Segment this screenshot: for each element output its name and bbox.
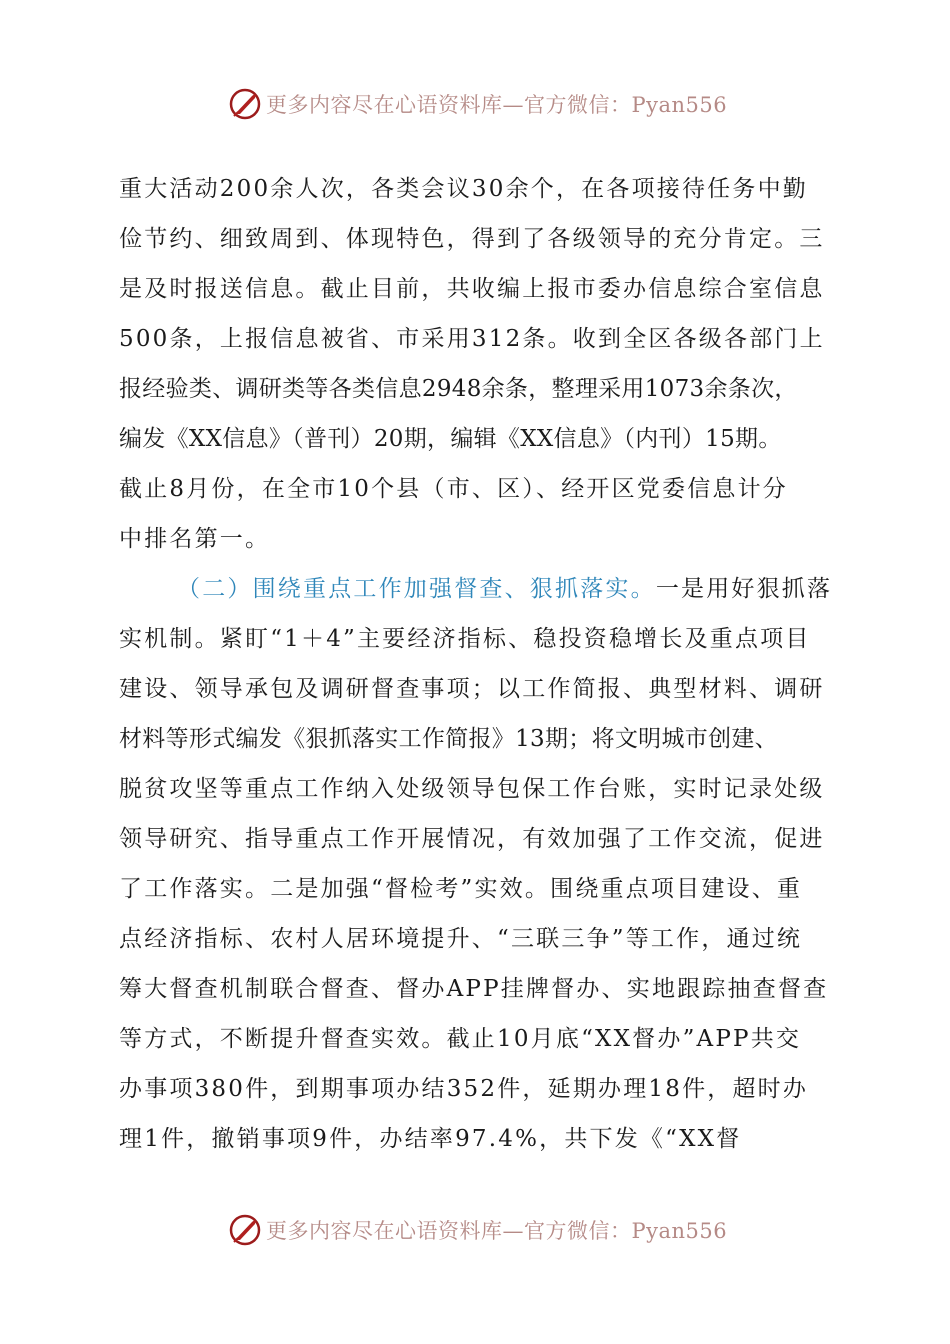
paragraph-line: 领导研究、指导重点工作开展情况，有效加强了工作交流，促进 [119, 826, 825, 852]
watermark-header [228, 86, 727, 122]
paragraph-line: 重大活动200余人次，各类会议30余个，在各项接待任务中勤 [119, 176, 808, 202]
section-heading: （二）围绕重点工作加强督查、狠抓落实。 [177, 576, 656, 602]
paragraph-line: 了工作落实。二是加强“督检考”实效。围绕重点项目建设、重 [119, 876, 803, 902]
paragraph-line: 是及时报送信息。截止目前，共收编上报市委办信息综合室信息 [119, 276, 825, 302]
paragraph-line: 点经济指标、农村人居环境提升、“三联三争”等工作，通过统 [119, 926, 803, 952]
paragraph-line: 500条，上报信息被省、市采用312条。收到全区各级各部门上 [119, 326, 825, 352]
paragraph-line: 建设、领导承包及调研督查事项；以工作简报、典型材料、调研 [119, 676, 825, 702]
paragraph-line: 编发《XX信息》（普刊）20期，编辑《XX信息》（内刊）15期。 [119, 426, 782, 452]
watermark-text: 更多内容尽在心语资料库—官方微信：Pyan556 [266, 93, 728, 117]
paragraph-line: 脱贫攻坚等重点工作纳入处级领导包保工作台账，实时记录处级 [119, 776, 825, 802]
quill-logo-icon [228, 1213, 262, 1247]
paragraph-line: 等方式，不断提升督查实效。截止10月底“XX督办”APP共交 [119, 1026, 802, 1052]
paragraph-line: 筹大督查机制联合督查、督办APP挂牌督办、实地跟踪抽查督查 [119, 976, 829, 1002]
paragraph-line: 中排名第一。 [119, 526, 271, 552]
document-body [119, 164, 835, 1164]
section-text: 一是用好狠抓落 [655, 576, 833, 602]
paragraph-line: 理1件，撤销事项9件，办结率97.4%，共下发《“XX督 [119, 1126, 742, 1152]
section-heading-line [119, 564, 835, 614]
paragraph-line: 俭节约、细致周到、体现特色，得到了各级领导的充分肯定。三 [119, 226, 825, 252]
paragraph-line: 报经验类、调研类等各类信息2948余条，整理采用1073余条次， [119, 376, 798, 402]
watermark-text: 更多内容尽在心语资料库—官方微信：Pyan556 [266, 1219, 728, 1243]
paragraph-line: 办事项380件，到期事项办结352件，延期办理18件，超时办 [119, 1076, 809, 1102]
watermark-footer [228, 1212, 727, 1248]
paragraph-line: 材料等形式编发《狠抓落实工作简报》13期；将文明城市创建、 [119, 726, 778, 752]
paragraph-line: 截止8月份，在全市10个县（市、区）、经开区党委信息计分 [119, 476, 788, 502]
paragraph-line: 实机制。紧盯“1＋4”主要经济指标、稳投资稳增长及重点项目 [119, 626, 811, 652]
quill-logo-icon [228, 87, 262, 121]
